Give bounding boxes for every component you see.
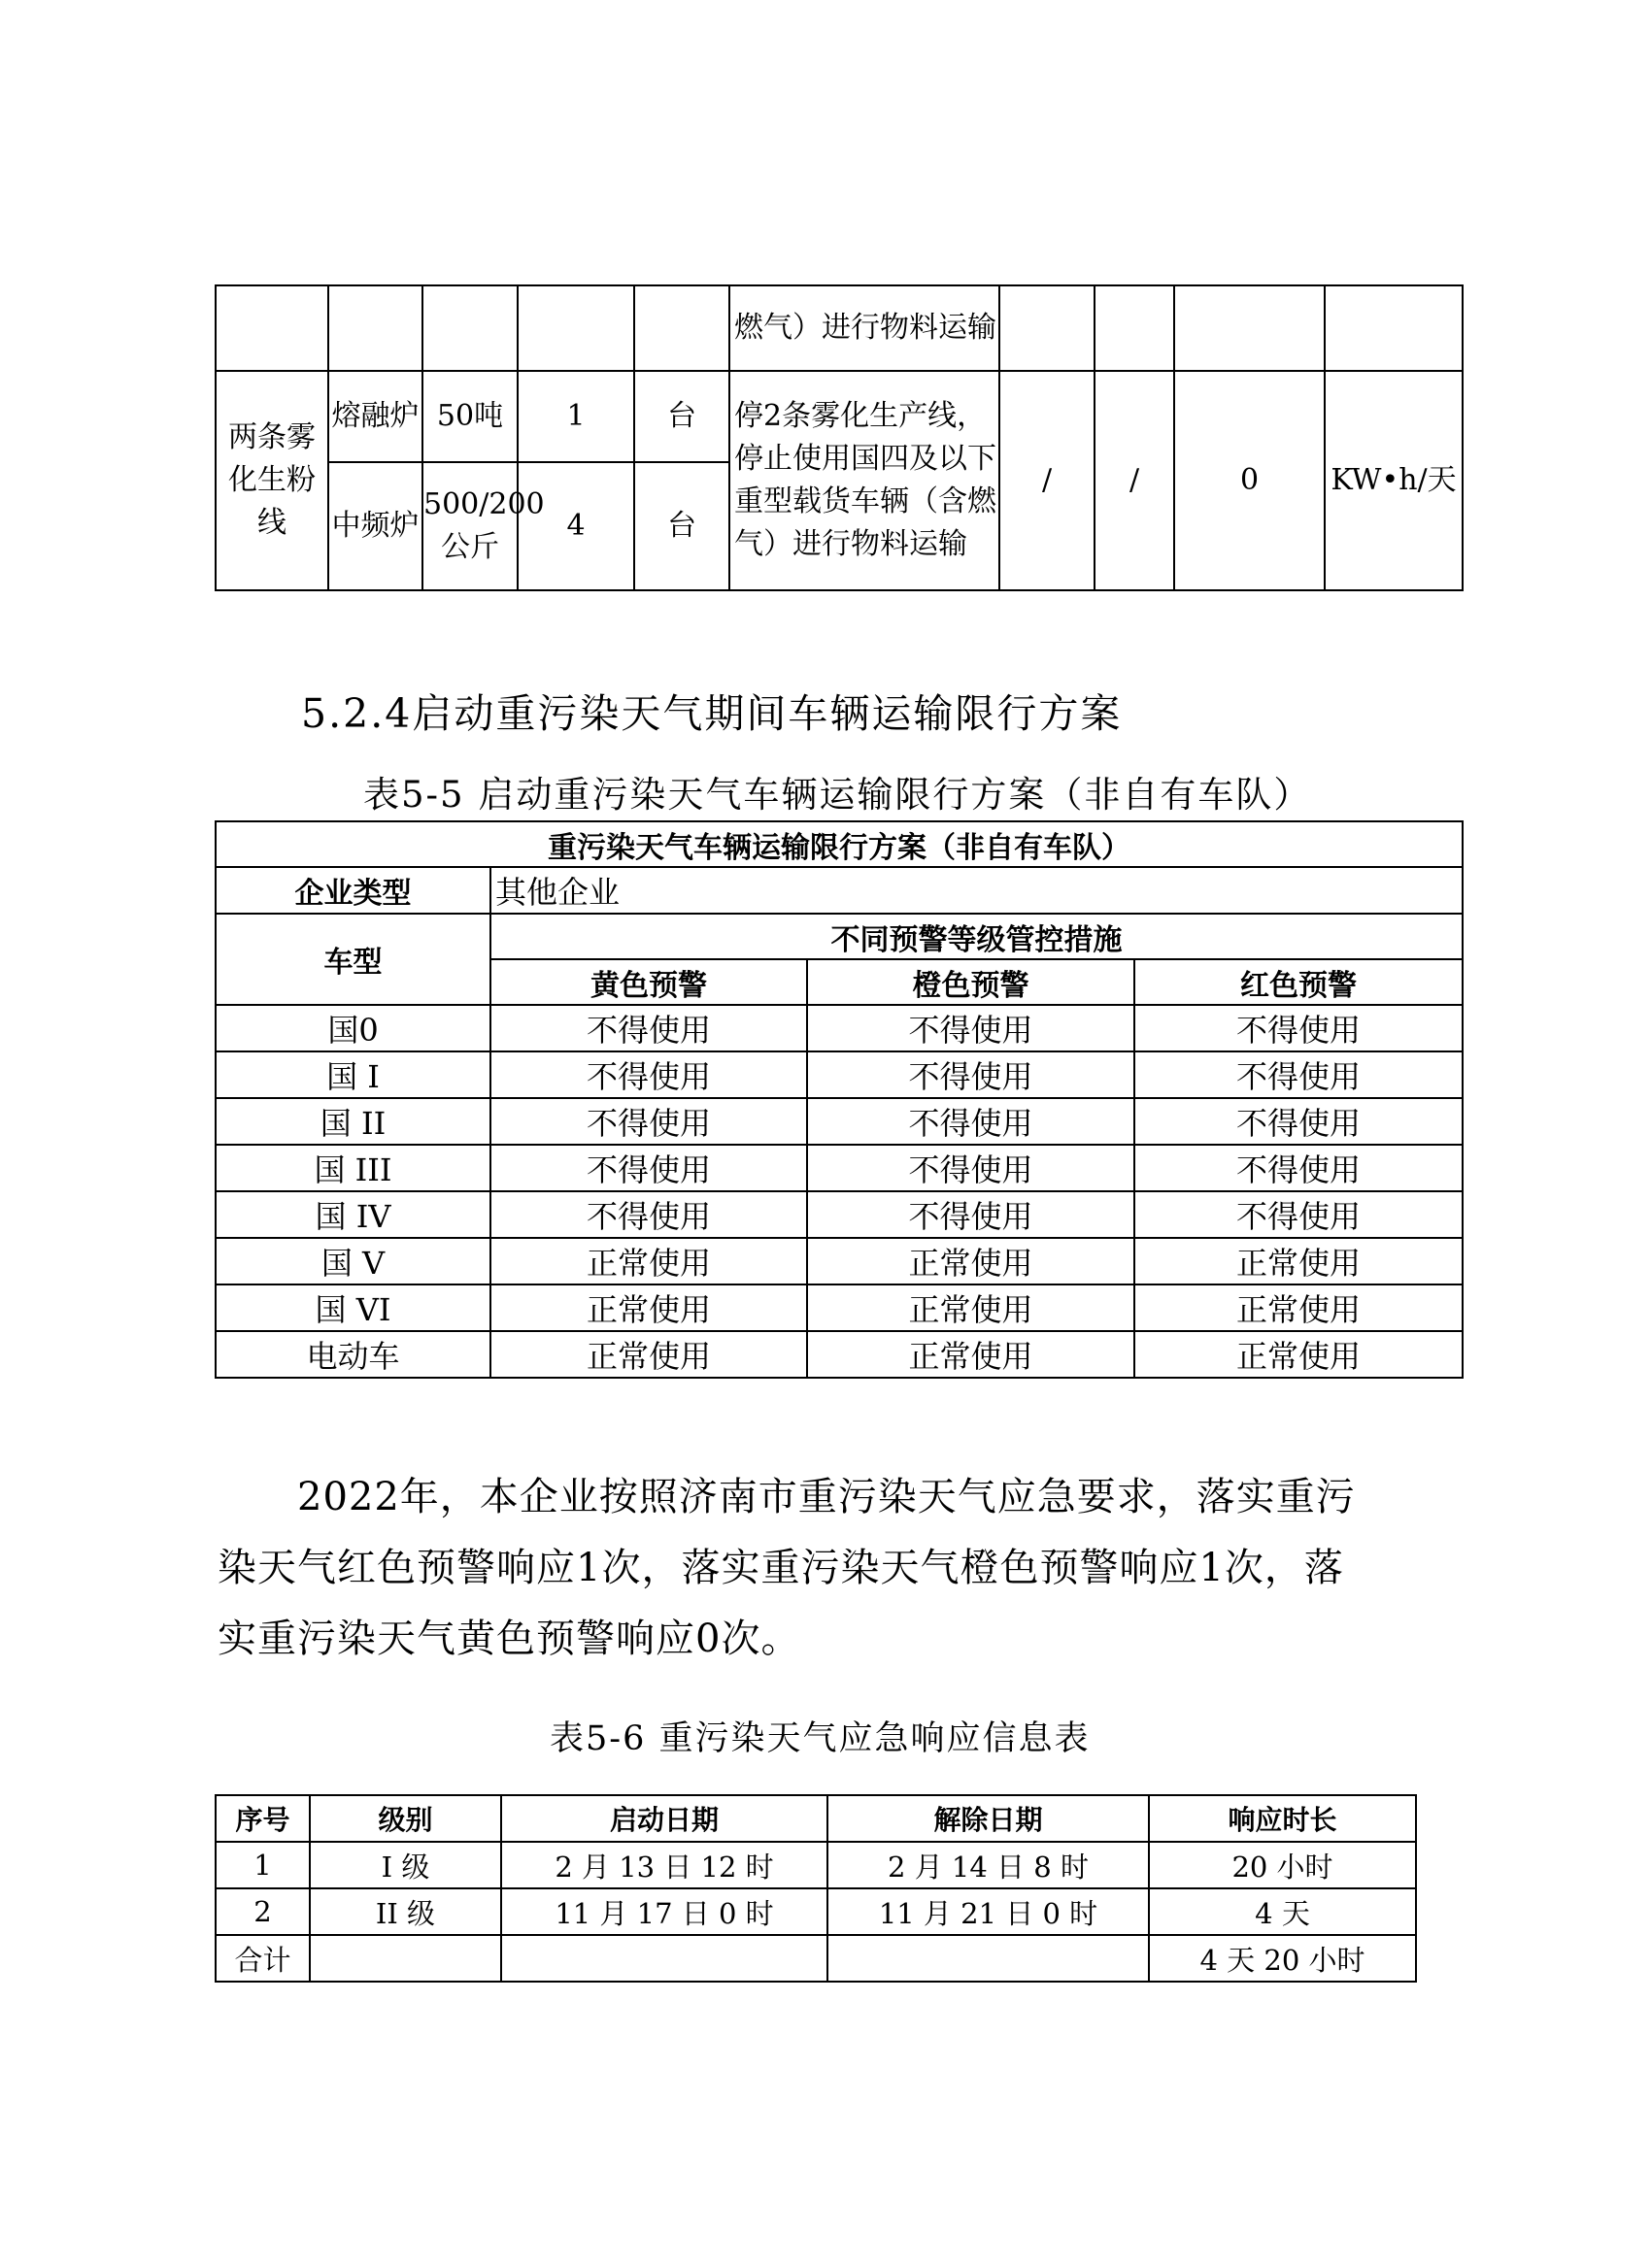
red-cell: 正常使用 <box>1134 1331 1463 1378</box>
header-duration: 响应时长 <box>1149 1795 1416 1842</box>
empty-cell <box>216 285 328 371</box>
production-line-cell: 两条雾化生粉线 <box>216 371 328 590</box>
vehicle-restriction-table <box>215 820 1464 1379</box>
section-heading: 5.2.4启动重污染天气期间车辆运输限行方案 <box>301 690 1123 737</box>
header-level: 级别 <box>310 1795 501 1842</box>
duration-cell: 4 天 <box>1149 1888 1416 1935</box>
enterprise-type-value: 其他企业 <box>490 867 1463 914</box>
count-cell: 1 <box>518 371 634 462</box>
emergency-response-table <box>215 1794 1417 1983</box>
table-5-5-caption: 表5-5 启动重污染天气车辆运输限行方案（非自有车队） <box>363 774 1312 816</box>
value-cell: / <box>1095 371 1174 590</box>
end-date-cell <box>827 1935 1149 1982</box>
yellow-cell: 不得使用 <box>490 1051 807 1098</box>
level-cell: II 级 <box>310 1888 501 1935</box>
enterprise-type-label: 企业类型 <box>216 867 490 914</box>
table-title: 重污染天气车辆运输限行方案（非自有车队） <box>216 821 1463 867</box>
duration-cell: 20 小时 <box>1149 1842 1416 1888</box>
header-end-date: 解除日期 <box>827 1795 1149 1842</box>
end-date-cell: 2 月 14 日 8 时 <box>827 1842 1149 1888</box>
orange-cell: 正常使用 <box>807 1284 1134 1331</box>
yellow-cell: 正常使用 <box>490 1238 807 1284</box>
vehicle-type-cell: 国 VI <box>216 1284 490 1331</box>
empty-cell <box>634 285 729 371</box>
table-row <box>216 1331 1463 1378</box>
end-date-cell: 11 月 21 日 0 时 <box>827 1888 1149 1935</box>
duration-cell: 4 天 20 小时 <box>1149 1935 1416 1982</box>
red-cell: 不得使用 <box>1134 1051 1463 1098</box>
red-cell: 不得使用 <box>1134 1005 1463 1051</box>
capacity-cell: 500/200公斤 <box>422 462 518 590</box>
table-row <box>216 1935 1416 1982</box>
start-date-cell: 11 月 17 日 0 时 <box>501 1888 827 1935</box>
empty-cell <box>1095 285 1174 371</box>
vehicle-type-cell: 国 II <box>216 1098 490 1145</box>
table-row <box>216 1051 1463 1098</box>
table-row <box>216 1238 1463 1284</box>
table-row <box>216 1098 1463 1145</box>
orange-cell: 正常使用 <box>807 1331 1134 1378</box>
red-cell: 正常使用 <box>1134 1284 1463 1331</box>
orange-cell: 不得使用 <box>807 1098 1134 1145</box>
vehicle-type-cell: 国 I <box>216 1051 490 1098</box>
vehicle-type-cell: 电动车 <box>216 1331 490 1378</box>
yellow-cell: 正常使用 <box>490 1284 807 1331</box>
red-cell: 不得使用 <box>1134 1191 1463 1238</box>
level-cell <box>310 1935 501 1982</box>
yellow-cell: 不得使用 <box>490 1145 807 1191</box>
empty-cell <box>1174 285 1325 371</box>
yellow-cell: 不得使用 <box>490 1005 807 1051</box>
start-date-cell: 2 月 13 日 12 时 <box>501 1842 827 1888</box>
value-cell: 0 <box>1174 371 1325 590</box>
empty-cell <box>518 285 634 371</box>
unit-cell: KW•h/天 <box>1325 371 1463 590</box>
table-row <box>216 1842 1416 1888</box>
table-row <box>216 1284 1463 1331</box>
index-cell: 合计 <box>216 1935 310 1982</box>
yellow-cell: 不得使用 <box>490 1098 807 1145</box>
vehicle-type-header: 车型 <box>216 914 490 1005</box>
paragraph-line: 染天气红色预警响应1次，落实重污染天气橙色预警响应1次，落 <box>218 1546 1344 1590</box>
body-paragraph <box>218 1462 1451 1675</box>
table-row <box>216 1005 1463 1051</box>
count-cell: 4 <box>518 462 634 590</box>
yellow-warning-header: 黄色预警 <box>490 959 807 1005</box>
red-cell: 正常使用 <box>1134 1238 1463 1284</box>
paragraph-line: 2022年，本企业按照济南市重污染天气应急要求，落实重污 <box>297 1475 1356 1519</box>
paragraph-line: 实重污染天气黄色预警响应0次。 <box>218 1617 801 1661</box>
vehicle-type-cell: 国 IV <box>216 1191 490 1238</box>
equipment-table-continuation <box>215 284 1464 591</box>
level-cell: I 级 <box>310 1842 501 1888</box>
start-date-cell <box>501 1935 827 1982</box>
vehicle-type-cell: 国0 <box>216 1005 490 1051</box>
furnace-name-cell: 中频炉 <box>328 462 422 590</box>
empty-cell <box>422 285 518 371</box>
value-cell: / <box>999 371 1095 590</box>
header-index: 序号 <box>216 1795 310 1842</box>
yellow-cell: 正常使用 <box>490 1331 807 1378</box>
empty-cell <box>1325 285 1463 371</box>
unit-cell: 台 <box>634 462 729 590</box>
orange-warning-header: 橙色预警 <box>807 959 1134 1005</box>
index-cell: 1 <box>216 1842 310 1888</box>
capacity-cell: 50吨 <box>422 371 518 462</box>
table-5-6-caption: 表5-6 重污染天气应急响应信息表 <box>550 1719 1091 1758</box>
vehicle-type-cell: 国 V <box>216 1238 490 1284</box>
index-cell: 2 <box>216 1888 310 1935</box>
empty-cell <box>999 285 1095 371</box>
orange-cell: 不得使用 <box>807 1145 1134 1191</box>
orange-cell: 正常使用 <box>807 1238 1134 1284</box>
table-row <box>216 1888 1416 1935</box>
furnace-name-cell: 熔融炉 <box>328 371 422 462</box>
red-cell: 不得使用 <box>1134 1098 1463 1145</box>
table-row <box>216 1191 1463 1238</box>
red-cell: 不得使用 <box>1134 1145 1463 1191</box>
orange-cell: 不得使用 <box>807 1005 1134 1051</box>
orange-cell: 不得使用 <box>807 1051 1134 1098</box>
measure-cell: 停2条雾化生产线，停止使用国四及以下重型载货车辆（含燃气）进行物料运输 <box>729 371 999 590</box>
empty-cell <box>328 285 422 371</box>
red-warning-header: 红色预警 <box>1134 959 1463 1005</box>
orange-cell: 不得使用 <box>807 1191 1134 1238</box>
header-start-date: 启动日期 <box>501 1795 827 1842</box>
vehicle-type-cell: 国 III <box>216 1145 490 1191</box>
yellow-cell: 不得使用 <box>490 1191 807 1238</box>
measure-cell: 燃气）进行物料运输 <box>729 285 999 371</box>
unit-cell: 台 <box>634 371 729 462</box>
table-row <box>216 1145 1463 1191</box>
measures-header: 不同预警等级管控措施 <box>490 914 1463 959</box>
